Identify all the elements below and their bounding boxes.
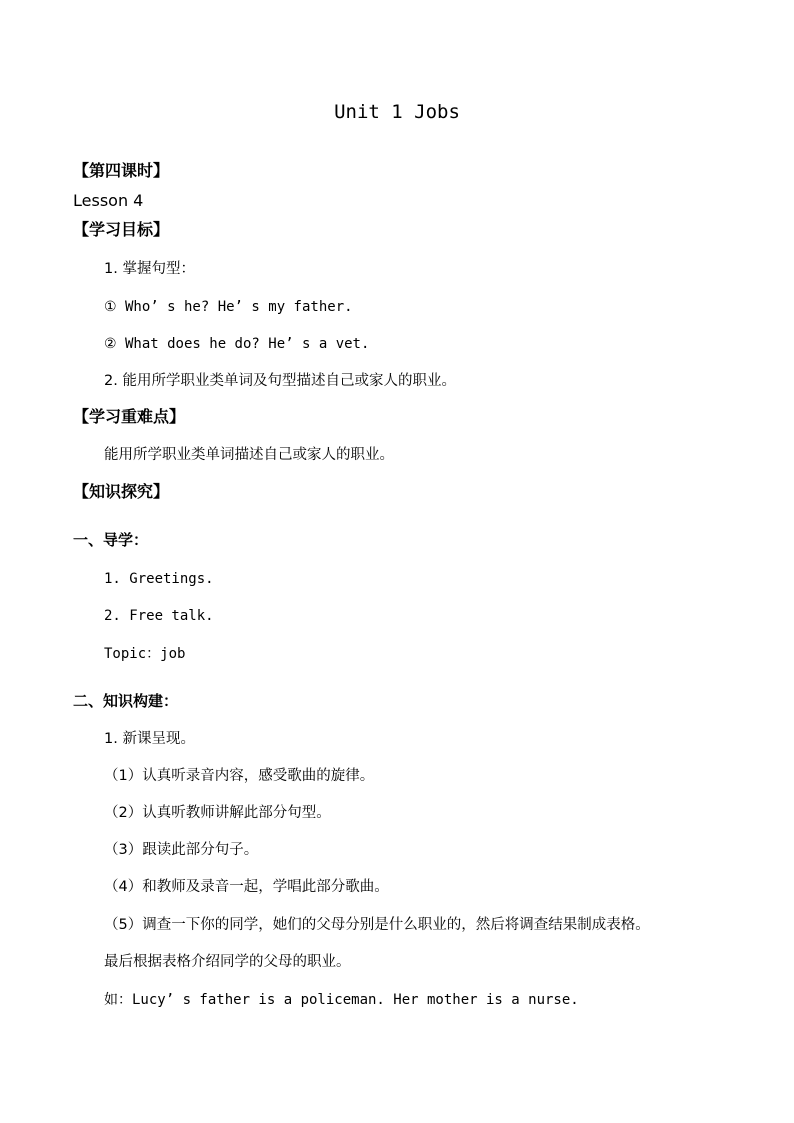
section2-step-5: （5）调查一下你的同学，她们的父母分别是什么职业的，然后将调查结果制成表格。 [104,917,650,933]
section2-heading: 二、知识构建： [73,692,179,710]
section2-step-5-continued: 最后根据表格介绍同学的父母的职业。 [104,954,351,970]
section2-example: 如：Lucy’ s father is a policeman. Her mother is a nurse. [104,992,579,1008]
section1-heading: 一、导学： [73,531,149,549]
key-points-text: 能用所学职业类单词描述自己或家人的职业。 [104,447,394,463]
objective-item-2: 2. 能用所学职业类单词及句型描述自己或家人的职业。 [104,373,456,389]
period-heading: 【第四课时】 [73,161,170,180]
objective-item-1: 1. 掌握句型： [104,261,195,277]
section2-step-4: （4）和教师及录音一起，学唱此部分歌曲。 [104,879,389,895]
objective-sentence-2: ② What does he do? He’ s a vet. [104,336,370,352]
lesson-label: Lesson 4 [73,191,144,210]
objectives-heading: 【学习目标】 [73,220,170,239]
section1-item-1: 1. Greetings. [104,571,214,587]
document-title: Unit 1 Jobs [334,101,460,123]
objective-sentence-1: ① Who’ s he? He’ s my father. [104,299,353,315]
section2-step-3: （3）跟读此部分句子。 [104,842,259,858]
section2-step-2: （2）认真听教师讲解此部分句型。 [104,805,331,821]
section1-item-2: 2. Free talk. [104,608,214,624]
inquiry-heading: 【知识探究】 [73,482,170,501]
section2-item-1: 1. 新课呈现。 [104,731,195,747]
key-points-heading: 【学习重难点】 [73,407,186,426]
section1-topic: Topic：job [104,646,186,662]
section2-step-1: （1）认真听录音内容，感受歌曲的旋律。 [104,768,375,784]
